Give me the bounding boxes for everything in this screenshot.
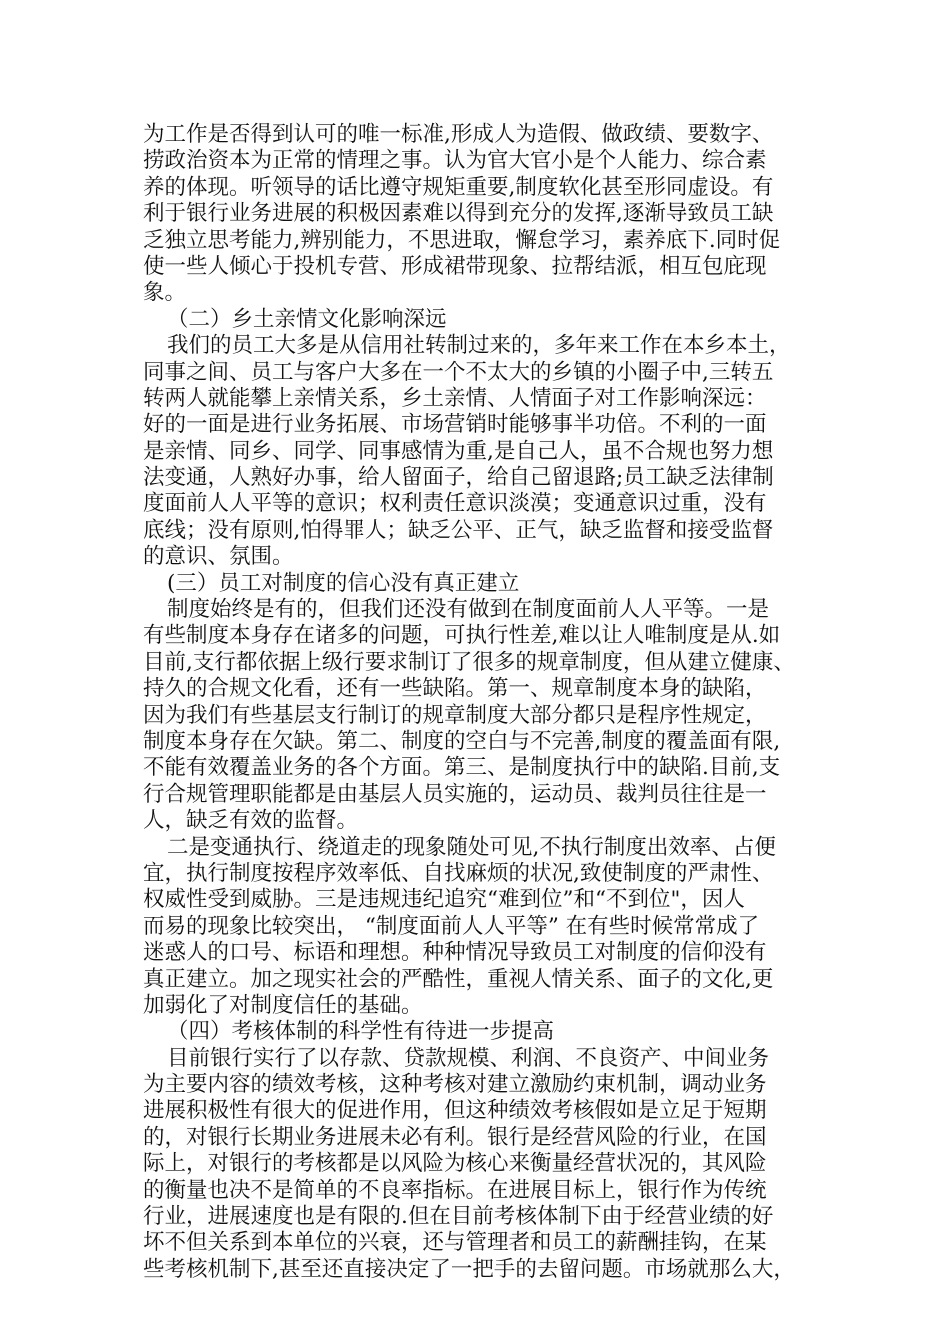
text-line: 的意识、氛围。 [143, 544, 294, 570]
text-line: 的，对银行长期业务进展未必有利。银行是经营风险的行业，在国 [143, 1124, 767, 1150]
text-line: 加弱化了对制度信任的基础。 [143, 992, 423, 1018]
text-line: 目前银行实行了以存款、贷款规模、利润、不良资产、中间业务 [167, 1045, 770, 1071]
text-line: 同事之间、员工与客户大多在一个不太大的乡镇的小圈子中,三转五 [143, 359, 774, 385]
text-line: 是亲情、同乡、同学、同事感情为重,是自己人，虽不合规也努力想 [143, 438, 774, 464]
text-line: 好的一面是进行业务拓展、市场营销时能够事半功倍。不利的一面 [143, 412, 767, 438]
text-line: 有些制度本身存在诸多的问题，可执行性差,难以让人唯制度是从.如 [143, 623, 781, 649]
text-line: 行合规管理职能都是由基层人员实施的，运动员、裁判员往往是一 [143, 781, 767, 807]
text-line: 持久的合规文化看，还有一些缺陷。第一、规章制度本身的缺陷， [143, 676, 767, 702]
text-line: 行业，进展速度也是有限的.但在目前考核体制下由于经营业绩的好 [143, 1204, 774, 1230]
text-line: 度面前人人平等的意识；权利责任意识淡漠；变通意识过重，没有 [143, 491, 767, 517]
text-line: 捞政治资本为正常的情理之事。认为官大官小是个人能力、综合素 [143, 148, 767, 174]
text-line: 人，缺乏有效的监督。 [143, 808, 359, 834]
text-line: 权威性受到威胁。三是违规违纪追究“难到位”和“不到位"，因人 [143, 887, 745, 913]
text-line: 利于银行业务进展的积极因素难以得到充分的发挥,逐渐导致员工缺 [143, 201, 774, 227]
text-line: 而易的现象比较突出， “制度面前人人平等” 在有些时候常常成了 [143, 913, 760, 939]
text-line: 进展积极性有很大的促进作用，但这种绩效考核假如是立足于短期 [143, 1098, 767, 1124]
text-line: （二）乡土亲情文化影响深远 [167, 306, 447, 332]
text-line: 制度始终是有的，但我们还没有做到在制度面前人人平等。一是 [167, 597, 770, 623]
text-line: 制度本身存在欠缺。第二、制度的空白与不完善,制度的覆盖面有限, [143, 728, 781, 754]
text-line: 坏不但关系到本单位的兴衰，还与管理者和员工的薪酬挂钩，在某 [143, 1230, 767, 1256]
text-line: 二是变通执行、绕道走的现象随处可见,不执行制度出效率、占便 [167, 834, 776, 860]
text-line: 使一些人倾心于投机专营、形成裙带现象、拉帮结派，相互包庇现 [143, 253, 767, 279]
text-line: 些考核机制下,甚至还直接决定了一把手的去留问题。市场就那么大， [143, 1256, 795, 1282]
text-line: 法变通，人熟好办事，给人留面子，给自己留退路;员工缺乏法律制 [143, 465, 774, 491]
text-line: （四）考核体制的科学性有待进一步提高 [167, 1019, 555, 1045]
text-line: 际上，对银行的考核都是以风险为核心来衡量经营状况的，其风险 [143, 1151, 767, 1177]
text-line: 乏独立思考能力,辨别能力，不思进取，懈怠学习，素养底下.同时促 [143, 227, 781, 253]
document-body [143, 122, 823, 1283]
text-line: 转两人就能攀上亲情关系，乡土亲情、人情面子对工作影响深远： [143, 385, 767, 411]
text-line: (三）员工对制度的信心没有真正建立 [167, 570, 520, 596]
text-line: 底线；没有原则,怕得罪人；缺乏公平、正气，缺乏监督和接受监督 [143, 517, 774, 543]
text-line: 目前,支行都依据上级行要求制订了很多的规章制度，但从建立健康、 [143, 649, 795, 675]
text-line: 迷惑人的口号、标语和理想。种种情况导致员工对制度的信仰没有 [143, 940, 767, 966]
text-line: 养的体现。听领导的话比遵守规矩重要,制度软化甚至形同虚设。有 [143, 174, 774, 200]
text-line: 为工作是否得到认可的唯一标准,形成人为造假、做政绩、要数字、 [143, 122, 774, 147]
text-line: 不能有效覆盖业务的各个方面。第三、是制度执行中的缺陷.目前,支 [143, 755, 781, 781]
text-line: 真正建立。加之现实社会的严酷性，重视人情关系、面子的文化,更 [143, 966, 774, 992]
text-line: 为主要内容的绩效考核，这种考核对建立激励约束机制，调动业务 [143, 1072, 767, 1098]
text-line: 的衡量也决不是简单的不良率指标。在进展目标上，银行作为传统 [143, 1177, 767, 1203]
text-line: 我们的员工大多是从信用社转制过来的，多年来工作在本乡本土， [167, 333, 791, 359]
text-line: 象。 [143, 280, 187, 306]
text-line: 因为我们有些基层支行制订的规章制度大部分都只是程序性规定， [143, 702, 767, 728]
text-line: 宜，执行制度按程序效率低、自找麻烦的状况,致使制度的严肃性、 [143, 860, 774, 886]
